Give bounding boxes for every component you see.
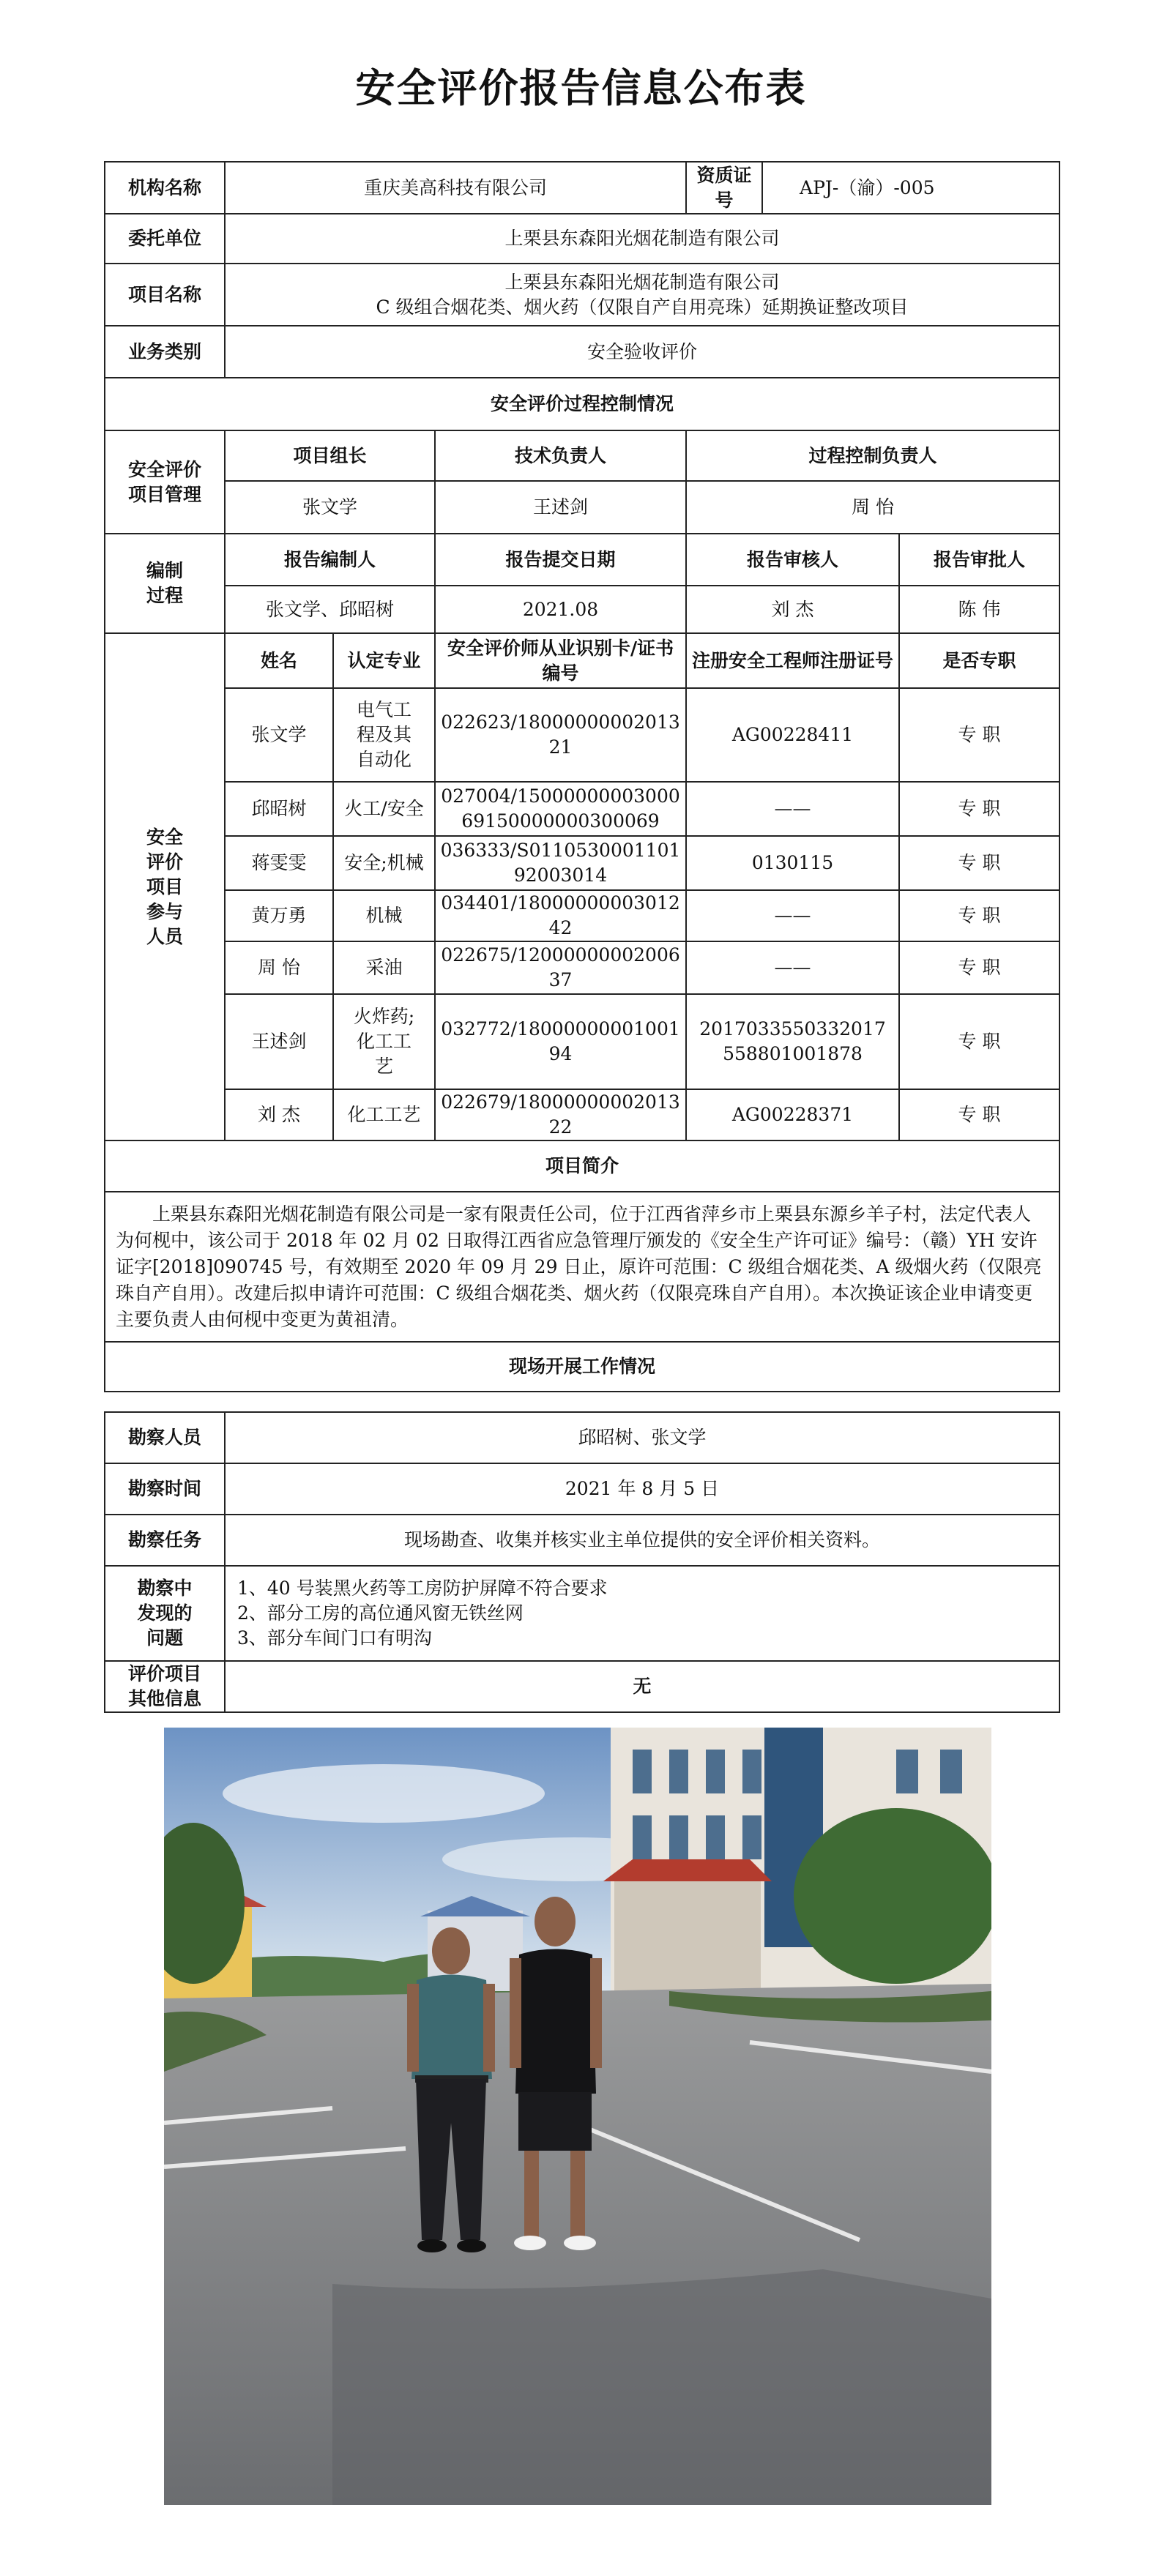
org-value: 重庆美高科技有限公司	[225, 162, 686, 214]
inspection-task-value: 现场勘查、收集并核实业主单位提供的安全评价相关资料。	[225, 1515, 1059, 1566]
mgmt-header-process: 过程控制负责人	[686, 430, 1059, 481]
staff-reg: 0130115	[686, 836, 899, 890]
staff-fulltime: 专 职	[899, 994, 1059, 1089]
compile-date: 2021.08	[435, 586, 686, 633]
client-value: 上栗县东森阳光烟花制造有限公司	[225, 214, 1059, 264]
staff-major: 采油	[333, 941, 435, 994]
staff-header-major: 认定专业	[333, 633, 435, 688]
business-type-label: 业务类别	[105, 326, 225, 378]
intro-text: 上栗县东森阳光烟花制造有限公司是一家有限责任公司，位于江西省萍乡市上栗县东源乡羊子村，法定代表人为何枧中，该公司于 2018 年 02 月 02 日取得江西省应急管理厅颁发的《安全生产许可证》编号：（赣）YH 安许证字[2018]090745 号，有效期至 2020 年 09 月 29 日止，原许可范围：C 级组合烟花类、A 级烟火药（仅限亮珠自产自用）。改建后拟申请许可范围：C 级组合烟花类、烟火药（仅限亮珠自产自用）。本次换证该企业申请变更主要负责人由何枧中变更为黄祖清。	[105, 1192, 1059, 1342]
issues-label: 勘察中发现的问题	[105, 1566, 225, 1661]
client-label: 委托单位	[105, 214, 225, 264]
compile-label: 编制过程	[105, 534, 225, 633]
intro-title: 项目简介	[105, 1140, 1059, 1192]
compile-approver: 陈 伟	[899, 586, 1059, 633]
site-photo	[164, 1728, 991, 2505]
compile-header-approver: 报告审批人	[899, 534, 1059, 586]
staff-name: 周 怡	[225, 941, 333, 994]
tree	[794, 1808, 991, 1984]
staff-reg: 2017033550332017558801001878	[686, 994, 899, 1089]
project-name-line2: C 级组合烟花类、烟火药（仅限自产自用亮珠）延期换证整改项目	[376, 296, 909, 318]
staff-major: 化工工艺	[333, 1089, 435, 1140]
project-mgmt-label: 安全评价项目管理	[105, 430, 225, 534]
mgmt-header-tech: 技术负责人	[435, 430, 686, 481]
cert-value: APJ-（渝）-005	[762, 162, 1059, 214]
inspectors-value: 邱昭树、张文学	[225, 1412, 1059, 1463]
staff-name: 王述剑	[225, 994, 333, 1089]
compile-header-reviewer: 报告审核人	[686, 534, 899, 586]
staff-card: 022679/1800000000201322	[435, 1089, 686, 1140]
page-title: 安全评价报告信息公布表	[355, 65, 807, 111]
project-name-line1: 上栗县东森阳光烟花制造有限公司	[504, 271, 780, 293]
other-info-value: 无	[225, 1661, 1059, 1712]
other-info-label: 评价项目其他信息	[105, 1661, 225, 1712]
issue-item: 2、部分工房的高位通风窗无铁丝网	[237, 1602, 524, 1624]
staff-card: 022623/1800000000201321	[435, 688, 686, 782]
compile-author: 张文学、邱昭树	[225, 586, 435, 633]
inspection-time-value: 2021 年 8 月 5 日	[225, 1463, 1059, 1515]
staff-reg: ——	[686, 941, 899, 994]
mgmt-leader: 张文学	[225, 481, 435, 534]
inspection-task-label: 勘察任务	[105, 1515, 225, 1566]
staff-major: 电气工程及其自动化	[333, 688, 435, 782]
site-title: 现场开展工作情况	[105, 1342, 1059, 1392]
staff-card: 022675/1200000000200637	[435, 941, 686, 994]
staff-header-card: 安全评价师从业识别卡/证书编号	[435, 633, 686, 688]
issue-item: 1、40 号装黑火药等工房防护屏障不符合要求	[237, 1578, 608, 1599]
project-name-label: 项目名称	[105, 264, 225, 326]
staff-fulltime: 专 职	[899, 941, 1059, 994]
staff-fulltime: 专 职	[899, 688, 1059, 782]
inspectors-label: 勘察人员	[105, 1412, 225, 1463]
staff-header-reg: 注册安全工程师注册证号	[686, 633, 899, 688]
staff-reg: ——	[686, 890, 899, 941]
mgmt-tech: 王述剑	[435, 481, 686, 534]
site-table	[104, 1411, 1060, 1713]
staff-major: 安全;机械	[333, 836, 435, 890]
mgmt-header-leader: 项目组长	[225, 430, 435, 481]
staff-card: 036333/S011053000110192003014	[435, 836, 686, 890]
compile-header-author: 报告编制人	[225, 534, 435, 586]
issues-list	[225, 1566, 1059, 1661]
staff-header-name: 姓名	[225, 633, 333, 688]
staff-reg: ——	[686, 782, 899, 836]
staff-reg: AG00228371	[686, 1089, 899, 1140]
project-name-value	[225, 264, 1059, 326]
staff-name: 刘 杰	[225, 1089, 333, 1140]
staff-name: 邱昭树	[225, 782, 333, 836]
staff-major: 机械	[333, 890, 435, 941]
staff-header-fulltime: 是否专职	[899, 633, 1059, 688]
compile-header-date: 报告提交日期	[435, 534, 686, 586]
info-table	[104, 161, 1060, 1392]
staff-major: 火工/安全	[333, 782, 435, 836]
mgmt-process: 周 怡	[686, 481, 1059, 534]
process-section-title: 安全评价过程控制情况	[105, 378, 1059, 430]
inspection-time-label: 勘察时间	[105, 1463, 225, 1515]
staff-fulltime: 专 职	[899, 782, 1059, 836]
cert-label: 资质证号	[686, 162, 762, 214]
staff-card: 027004/1500000000300069150000000300069	[435, 782, 686, 836]
staff-fulltime: 专 职	[899, 890, 1059, 941]
compile-reviewer: 刘 杰	[686, 586, 899, 633]
staff-label: 安全评价项目参与人员	[105, 633, 225, 1140]
staff-name: 蒋雯雯	[225, 836, 333, 890]
staff-card: 032772/1800000000100194	[435, 994, 686, 1089]
staff-fulltime: 专 职	[899, 836, 1059, 890]
staff-name: 张文学	[225, 688, 333, 782]
business-type-value: 安全验收评价	[225, 326, 1059, 378]
staff-fulltime: 专 职	[899, 1089, 1059, 1140]
issue-item: 3、部分车间门口有明沟	[237, 1627, 432, 1649]
staff-card: 034401/1800000000301242	[435, 890, 686, 941]
staff-reg: AG00228411	[686, 688, 899, 782]
staff-major: 火炸药;化工工艺	[333, 994, 435, 1089]
staff-name: 黄万勇	[225, 890, 333, 941]
org-label: 机构名称	[105, 162, 225, 214]
